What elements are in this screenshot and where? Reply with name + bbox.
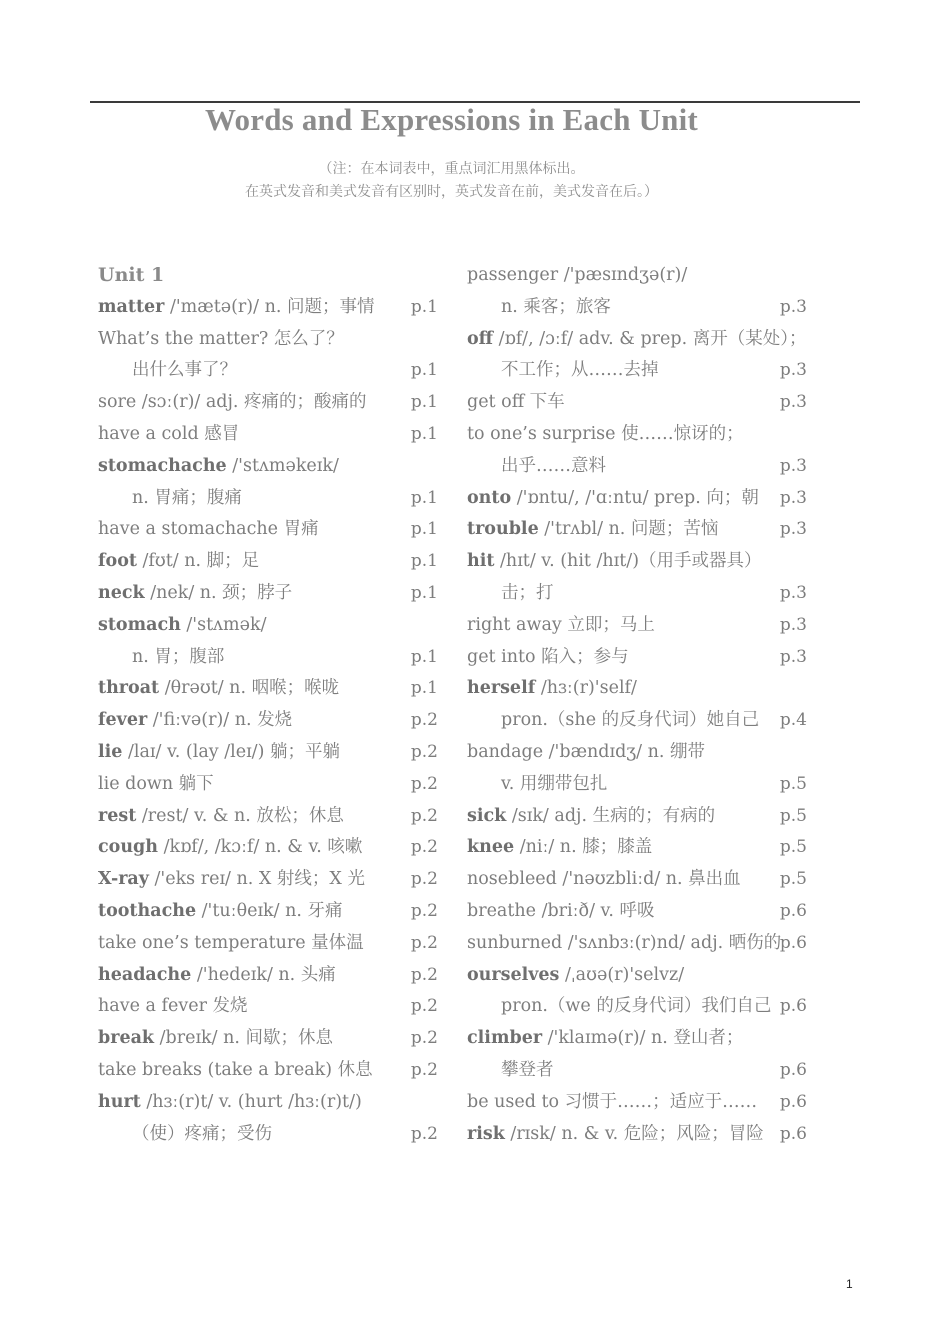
entry-text: /'stʌmək/ (180, 614, 267, 635)
page-ref: p.6 (779, 1123, 807, 1144)
page-ref: p.2 (410, 837, 438, 858)
vocab-entry (98, 610, 438, 642)
page-ref: p.3 (779, 614, 807, 635)
page-ref: p.3 (779, 487, 807, 508)
vocab-entry (467, 546, 807, 578)
vocab-entry (98, 514, 438, 546)
entry-text: /'trʌbl/ n. 问题；苦恼 (538, 519, 719, 540)
entry-text: /kɒf/, /kɔːf/ n. & v. 咳嗽 (158, 837, 363, 858)
entry-text: /ˌaʊə(r)'selvz/ (559, 964, 685, 985)
vocab-entry (98, 451, 438, 483)
vocab-entry (98, 1119, 438, 1151)
vocab-entry (98, 991, 438, 1023)
headword: stomach (98, 614, 181, 635)
entry-text: /'hedeɪk/ n. 头痛 (191, 964, 336, 985)
headword: sick (467, 805, 507, 826)
page-ref: p.1 (410, 487, 438, 508)
entry-text: take breaks (take a break) 休息 (98, 1059, 373, 1080)
vocab-entry (98, 483, 438, 515)
headword: matter (98, 296, 165, 317)
headword: ourselves (467, 964, 560, 985)
page-ref: p.6 (779, 1059, 807, 1080)
headword: rest (98, 805, 137, 826)
note-line-2: 在英式发音和美式发音有区别时，英式发音在前，美式发音在后。） (245, 184, 658, 200)
page-ref: p.3 (779, 360, 807, 381)
right-column (467, 260, 807, 1150)
vocab-entry (467, 1119, 807, 1151)
vocab-entry (98, 928, 438, 960)
entry-text: lie down 躺下 (98, 773, 214, 794)
vocab-entry (467, 387, 807, 419)
entry-text: /hɜː(r)t/ v. (hurt /hɜː(r)t/) (140, 1091, 362, 1112)
entry-text: /sɪk/ adj. 生病的；有病的 (506, 805, 716, 826)
headword: X-ray (98, 869, 149, 890)
vocab-entry (467, 896, 807, 928)
vocab-entry (98, 801, 438, 833)
vocab-entry (467, 769, 807, 801)
page-ref: p.1 (410, 392, 438, 413)
page-number: 1 (846, 1277, 853, 1291)
page-ref: p.6 (779, 932, 807, 953)
headword: hit (467, 551, 495, 572)
entry-text: bandage /'bændɪdʒ/ n. 绷带 (467, 741, 706, 762)
vocab-entry (467, 960, 807, 992)
entry-text: have a cold 感冒 (98, 423, 240, 444)
headword: herself (467, 678, 536, 699)
vocab-entry (467, 737, 807, 769)
entry-text: have a fever 发烧 (98, 996, 248, 1017)
headword: hurt (98, 1091, 141, 1112)
entry-text: /'mætə(r)/ n. 问题；事情 (164, 296, 375, 317)
page-ref: p.1 (410, 582, 438, 603)
headword: lie (98, 741, 123, 762)
page-ref: p.3 (779, 455, 807, 476)
page-ref: p.5 (779, 805, 807, 826)
page-ref: p.6 (779, 900, 807, 921)
page-ref: p.2 (410, 805, 438, 826)
entry-text: /hɜː(r)'self/ (535, 678, 637, 699)
entry-text: Unit 1 (98, 264, 165, 286)
vocab-entry (467, 1087, 807, 1119)
headword: risk (467, 1123, 505, 1144)
entry-text: 攀登者 (501, 1059, 554, 1080)
vocab-entry (467, 991, 807, 1023)
page-ref: p.2 (410, 1059, 438, 1080)
vocab-entry (467, 514, 807, 546)
page-ref: p.1 (410, 551, 438, 572)
vocab-entry (98, 1055, 438, 1087)
page-ref: p.3 (779, 296, 807, 317)
entry-text: pron.（we 的反身代词）我们自己 (501, 996, 772, 1017)
entry-text: /θrəʊt/ n. 咽喉；喉咙 (159, 678, 340, 699)
headword: break (98, 1028, 155, 1049)
page-ref: p.1 (410, 296, 438, 317)
vocab-entry (98, 1023, 438, 1055)
page-ref: p.5 (779, 773, 807, 794)
vocab-entry (467, 292, 807, 324)
page-ref: p.2 (410, 741, 438, 762)
headword: throat (98, 678, 160, 699)
unit-heading (98, 260, 438, 292)
headword: trouble (467, 519, 539, 540)
page-ref: p.3 (779, 646, 807, 667)
vocab-entry (467, 801, 807, 833)
vocab-entry (467, 483, 807, 515)
page-ref: p.6 (779, 996, 807, 1017)
vocab-entry (467, 673, 807, 705)
entry-text: /'ɒntu/, /'ɑːntu/ prep. 向；朝 (511, 487, 759, 508)
page-ref: p.3 (779, 582, 807, 603)
page-ref: p.4 (779, 710, 807, 731)
vocab-entry (467, 642, 807, 674)
headword: off (467, 328, 494, 349)
page-ref: p.5 (779, 869, 807, 890)
page-ref: p.2 (410, 1028, 438, 1049)
vocab-entry (98, 832, 438, 864)
page-ref: p.1 (410, 423, 438, 444)
entry-text: be used to 习惯于……；适应于…… (467, 1091, 758, 1112)
note-line-1: （注：在本词表中，重点词汇用黑体标出。 (318, 161, 585, 177)
vocab-entry (98, 292, 438, 324)
page-ref: p.2 (410, 773, 438, 794)
entry-text: /'eks reɪ/ n. X 射线；X 光 (148, 869, 365, 890)
entry-text: take one’s temperature 量体温 (98, 932, 364, 953)
page-ref: p.2 (410, 932, 438, 953)
page-ref: p.2 (410, 710, 438, 731)
entry-text: n. 胃；腹部 (132, 646, 225, 667)
entry-text: What’s the matter? 怎么了？ (98, 328, 344, 349)
entry-text: /breɪk/ n. 间歇；休息 (154, 1028, 334, 1049)
page-ref: p.1 (410, 678, 438, 699)
entry-text: get off 下车 (467, 392, 565, 413)
vocab-entry (467, 324, 807, 356)
page-ref: p.6 (779, 1091, 807, 1112)
left-column (98, 260, 438, 1150)
vocab-entry (98, 1087, 438, 1119)
entry-text: n. 胃痛；腹痛 (132, 487, 242, 508)
entry-text: breathe /briːð/ v. 呼吸 (467, 900, 655, 921)
vocab-entry (467, 705, 807, 737)
entry-text: /niː/ n. 膝；膝盖 (514, 837, 653, 858)
entry-text: 不工作；从……去掉 (501, 360, 659, 381)
vocab-entry (467, 1055, 807, 1087)
headword: knee (467, 837, 515, 858)
vocab-entry (467, 419, 807, 451)
entry-text: /'tuːθeɪk/ n. 牙痛 (196, 900, 343, 921)
headword: fever (98, 710, 148, 731)
page-ref: p.3 (779, 519, 807, 540)
vocab-entry (467, 451, 807, 483)
entry-text: /laɪ/ v. (lay /leɪ/) 躺；平躺 (122, 741, 340, 762)
headword: cough (98, 837, 159, 858)
vocab-entry (467, 832, 807, 864)
page-ref: p.2 (410, 964, 438, 985)
page-ref: p.3 (779, 392, 807, 413)
entry-text: /'stʌməkeɪk/ (226, 455, 339, 476)
entry-text: get into 陷入；参与 (467, 646, 629, 667)
vocab-entry (98, 896, 438, 928)
vocab-entry (98, 737, 438, 769)
page-title: Words and Expressions in Each Unit (205, 102, 698, 137)
vocab-entry (98, 387, 438, 419)
vocab-entry (98, 642, 438, 674)
vocab-entry (467, 928, 807, 960)
headword: headache (98, 964, 192, 985)
headword: onto (467, 487, 512, 508)
page-ref: p.1 (410, 519, 438, 540)
entry-text: /fʊt/ n. 脚；足 (136, 551, 260, 572)
vocab-entry (98, 546, 438, 578)
vocab-entry (467, 1023, 807, 1055)
entry-text: pron.（she 的反身代词）她自己 (501, 710, 760, 731)
entry-text: /hɪt/ v. (hit /hɪt/)（用手或器具） (494, 551, 762, 572)
vocab-entry (98, 705, 438, 737)
page-ref: p.2 (410, 996, 438, 1017)
page-ref: p.2 (410, 1123, 438, 1144)
headword: stomachache (98, 455, 227, 476)
entry-text: to one’s surprise 使……惊讶的； (467, 423, 744, 444)
entry-text: nosebleed /'nəʊzbliːd/ n. 鼻出血 (467, 869, 741, 890)
vocab-entry (98, 960, 438, 992)
entry-text: /'klaɪmə(r)/ n. 登山者； (542, 1028, 744, 1049)
vocab-entry (98, 355, 438, 387)
page-ref: p.5 (779, 837, 807, 858)
headword: toothache (98, 900, 197, 921)
entry-text: 出什么事了？ (132, 360, 237, 381)
entry-text: /nek/ n. 颈；脖子 (144, 582, 293, 603)
vocab-entry (98, 673, 438, 705)
entry-text: /rɪsk/ n. & v. 危险；风险；冒险 (504, 1123, 764, 1144)
page-ref: p.2 (410, 869, 438, 890)
headword: climber (467, 1028, 543, 1049)
page-ref: p.1 (410, 646, 438, 667)
headword: foot (98, 551, 137, 572)
page-ref: p.1 (410, 360, 438, 381)
entry-text: /ɒf/, /ɔːf/ adv. & prep. 离开（某处）； (493, 328, 807, 349)
vocab-entry (98, 578, 438, 610)
vocab-entry (98, 324, 438, 356)
vocab-entry (98, 864, 438, 896)
entry-text: have a stomachache 胃痛 (98, 519, 319, 540)
entry-text: sunburned /'sʌnbɜː(r)nd/ adj. 晒伤的 (467, 932, 782, 953)
vocab-entry (467, 355, 807, 387)
vocab-entry (98, 769, 438, 801)
entry-text: n. 乘客；旅客 (501, 296, 611, 317)
vocab-entry (467, 260, 807, 292)
entry-text: /rest/ v. & n. 放松；休息 (136, 805, 344, 826)
entry-text: /'fiːvə(r)/ n. 发烧 (147, 710, 293, 731)
entry-text: right away 立即；马上 (467, 614, 655, 635)
page-ref: p.2 (410, 900, 438, 921)
vocab-entry (98, 419, 438, 451)
entry-text: 出乎……意料 (501, 455, 606, 476)
vocab-entry (467, 578, 807, 610)
entry-text: 击；打 (501, 582, 554, 603)
entry-text: sore /sɔː(r)/ adj. 疼痛的；酸痛的 (98, 392, 367, 413)
headword: neck (98, 582, 145, 603)
vocab-entry (467, 864, 807, 896)
entry-text: （使）疼痛；受伤 (132, 1123, 272, 1144)
entry-text: v. 用绷带包扎 (501, 773, 608, 794)
entry-text: passenger /'pæsɪndʒə(r)/ (467, 265, 688, 285)
vocab-entry (467, 610, 807, 642)
